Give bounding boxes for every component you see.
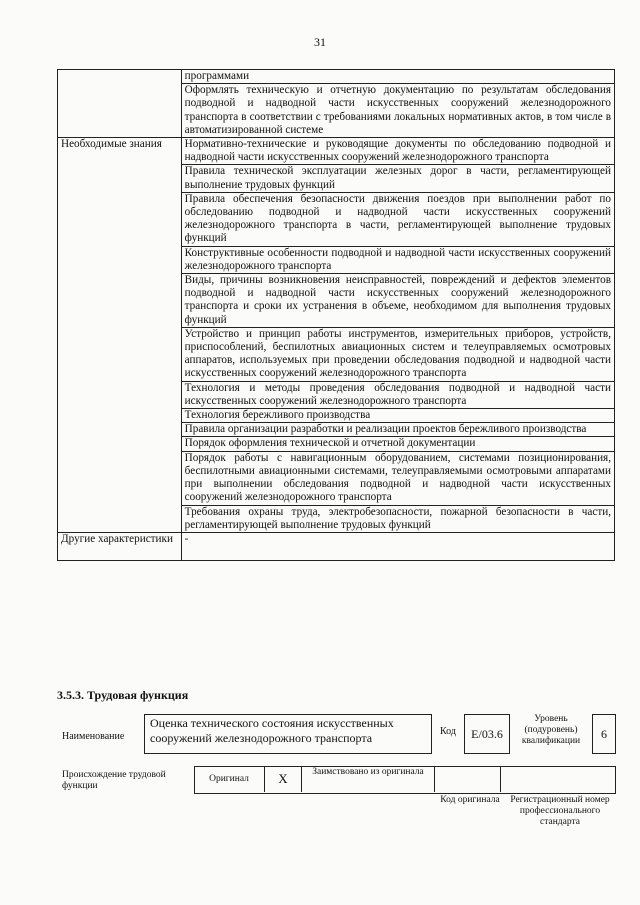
- knowledge-label: Необходимые знания: [58, 138, 182, 533]
- code-label: Код: [440, 726, 456, 737]
- name-box: [144, 714, 432, 754]
- list-item: Конструктивные особенности подводной и надводной части искусственных сооружений железнодорожного транспорта: [182, 246, 614, 273]
- table-row: [58, 70, 615, 138]
- level-label: Уровень (подуровень) квалификации: [521, 714, 581, 746]
- other-label: Другие характеристики: [58, 532, 182, 560]
- borrowed-label: Заимствовано из оригинала: [312, 767, 424, 777]
- empty-label-cell: [58, 70, 182, 138]
- name-label: Наименование: [62, 731, 125, 742]
- knowledge-cell: [181, 138, 614, 533]
- function-name: Оценка технического состояния искусственных сооружений железнодорожного транспорта: [150, 716, 394, 745]
- list-item: Правила технической эксплуатации железных дорог в части, регламентирующей выполнение трудовых функций: [182, 164, 614, 191]
- code-original-label: Код оригинала: [440, 795, 500, 805]
- code-value: E/03.6: [464, 714, 510, 754]
- divider: [434, 766, 435, 792]
- list-item: Оформлять техническую и отчетную документацию по результатам обследования подводной и надводной части искусственных сооружений железнодорожного транспорта в соответствии с требованиями локальных нормативных актов, в том числе в автоматизированной системе: [182, 83, 614, 137]
- original-label: Оригинал: [209, 774, 249, 784]
- requirements-table: [57, 69, 615, 561]
- table-row: [58, 532, 615, 560]
- list-item: Порядок работы с навигационным оборудованием, системами позиционирования, беспилотными авиационными системами, телеуправляемыми осмотровыми аппаратами при выполнении обследования подводной и надводной части искусственных сооружений железнодорожного транспорта: [182, 451, 614, 505]
- skills-cell: [181, 70, 614, 138]
- divider: [500, 766, 501, 792]
- level-value: 6: [592, 714, 616, 754]
- list-item: Правила организации разработки и реализации проектов бережливого производства: [182, 422, 614, 436]
- other-value: -: [184, 532, 189, 545]
- list-item: программами: [184, 70, 250, 82]
- list-item: Виды, причины возникновения неисправностей, повреждений и дефектов элементов подводной и надводной части искусственных сооружений железнодорожного транспорта и сроки их устранения в объеме, необходимом для выполнения трудовых функций: [182, 273, 614, 327]
- reg-number-label: Регистрационный номер профессионального стандарта: [510, 795, 610, 827]
- list-item: Нормативно-технические и руководящие документы по обследованию подводной и надводной части искусственных сооружений железнодорожного транспорта: [184, 138, 611, 164]
- list-item: Требования охраны труда, электробезопасности, пожарной безопасности в части, регламентирующей выполнение трудовых функций: [182, 505, 614, 532]
- other-cell: [181, 532, 614, 560]
- original-mark: X: [264, 766, 302, 792]
- origin-label: Происхождение трудовой функции: [62, 770, 166, 791]
- table-row: [58, 138, 615, 533]
- list-item: Порядок оформления технической и отчетной документации: [182, 436, 614, 450]
- page-number: 31: [314, 35, 326, 49]
- list-item: Устройство и принцип работы инструментов, измерительных приборов, устройств, приспособлений, беспилотных авиационных систем и телеуправляемых осмотровых аппаратов, используемых при проведении обследования подводной и надводной части искусственных сооружений железнодорожного транспорта: [182, 327, 614, 381]
- list-item: Технология бережливого производства: [182, 408, 614, 422]
- section-title: 3.5.3. Трудовая функция: [57, 688, 189, 702]
- list-item: Технология и методы проведения обследования подводной и надводной части искусственных сооружений железнодорожного транспорта: [182, 381, 614, 408]
- list-item: Правила обеспечения безопасности движения поездов при выполнении работ по обследованию подводной и надводной части искусственных сооружений железнодорожного транспорта в части, регламентирующей выполнение трудовых функций: [182, 192, 614, 246]
